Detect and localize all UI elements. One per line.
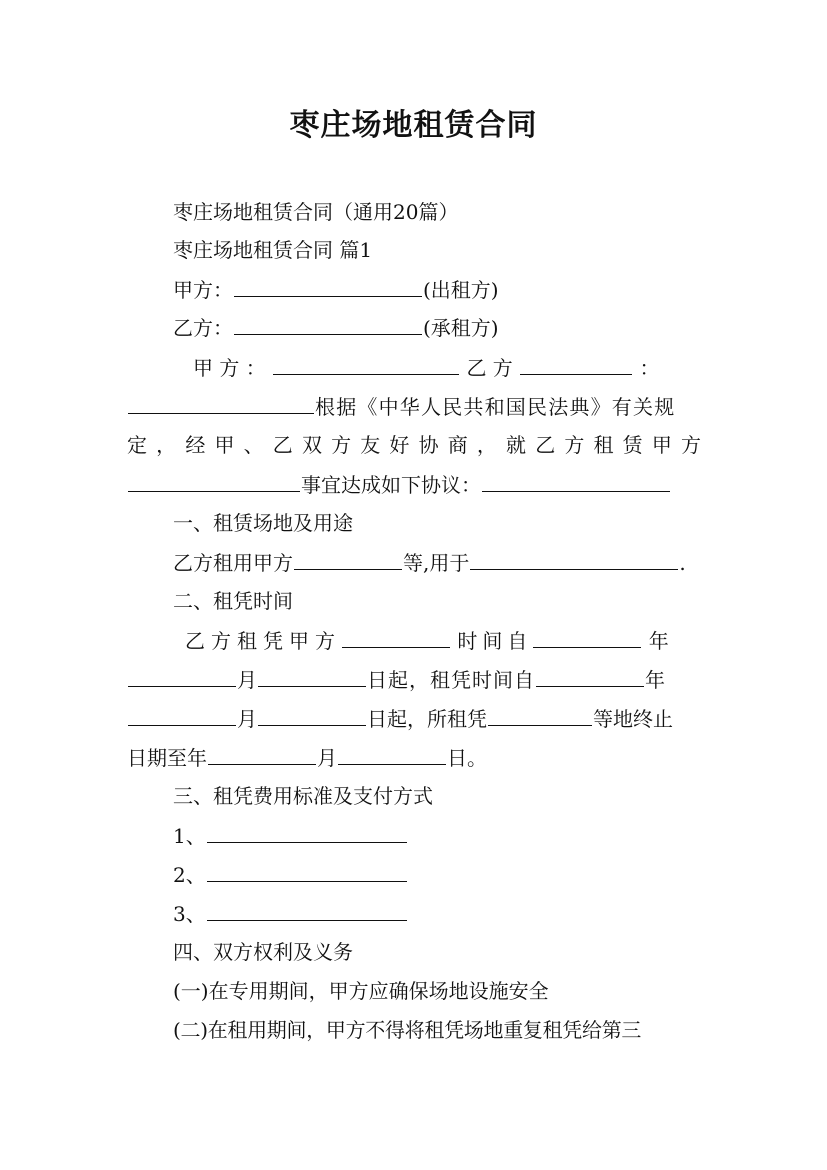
paragraph-text: 时间自: [457, 629, 533, 653]
section-heading-text: 三、租凭费用标准及支付方式: [173, 784, 433, 808]
blank: [470, 546, 678, 570]
section-heading: [127, 507, 747, 539]
party-b-role: (承租方): [423, 316, 499, 340]
party-b-label: 乙方：: [173, 316, 233, 340]
paragraph-line: [127, 975, 747, 1007]
blank: [258, 702, 366, 726]
blank: [258, 663, 366, 687]
paragraph-text: 乙方租凭甲方: [185, 629, 341, 653]
party-b-line: [127, 311, 747, 343]
blank: [482, 468, 670, 492]
party-a-label: 甲方：: [173, 278, 233, 302]
list-item: [127, 897, 747, 929]
blank: [533, 624, 641, 648]
party-a-label-spaced: 甲 方 ：: [193, 356, 266, 380]
party-a-role: (出租方): [423, 278, 499, 302]
list-item-number: 3、: [173, 902, 206, 926]
paragraph-text: 乙方租用甲方: [173, 551, 293, 575]
colon-text: ：: [639, 356, 660, 380]
paragraph-text: 年: [648, 629, 669, 653]
paragraph-line: [127, 351, 767, 383]
paragraph-line: [127, 741, 701, 773]
section-heading: [127, 936, 747, 968]
paragraph-line: [127, 663, 701, 695]
paragraph-line: [127, 624, 759, 656]
paragraph-line: [127, 429, 701, 461]
blank: [128, 390, 314, 414]
list-item-number: 1、: [173, 824, 206, 848]
paragraph-text: 月: [237, 668, 257, 692]
section-heading-text: 二、租凭时间: [173, 589, 293, 613]
paragraph-text: 日起，租凭时间自: [367, 668, 535, 692]
paragraph-text: 等地终止: [593, 707, 673, 731]
paragraph-text: .: [679, 551, 686, 575]
blank: [207, 858, 407, 882]
paragraph-text: 定，经甲、乙双方友好协商，就乙方租赁甲方: [127, 433, 701, 457]
paragraph-line: [127, 546, 747, 578]
blank: [520, 351, 632, 375]
party-b-label-spaced: 乙 方: [466, 356, 513, 380]
blank: [128, 702, 236, 726]
section-heading: [127, 234, 747, 266]
section-heading-text: 四、双方权利及义务: [173, 940, 353, 964]
paragraph-text: 日期至年: [127, 746, 207, 770]
paragraph-text: (二)在租用期间，甲方不得将租凭场地重复租凭给第三: [173, 1018, 642, 1042]
paragraph-text: 月: [317, 746, 337, 770]
blank: [294, 546, 402, 570]
party-a-blank: [234, 273, 422, 297]
blank: [338, 741, 446, 765]
list-item-number: 2、: [173, 863, 206, 887]
list-item: [127, 819, 747, 851]
page-title: 枣庄场地租赁合同: [289, 108, 538, 143]
paragraph-line: [127, 1014, 747, 1046]
blank: [128, 468, 300, 492]
blank: [208, 741, 316, 765]
paragraph-line: [127, 390, 701, 422]
paragraph-line: [127, 702, 701, 734]
section-heading-text: 枣庄场地租赁合同 篇1: [173, 238, 373, 262]
blank: [488, 702, 592, 726]
paragraph-text: 年: [645, 668, 665, 692]
blank: [273, 351, 459, 375]
blank: [342, 624, 450, 648]
paragraph-text: 事宜达成如下协议：: [301, 473, 481, 497]
paragraph-text: 月: [237, 707, 257, 731]
paragraph-text: 根据《中华人民共和国民法典》有关规: [315, 395, 676, 419]
section-heading-text: 一、租赁场地及用途: [173, 511, 353, 535]
section-heading: [127, 780, 747, 812]
paragraph-text: 日。: [447, 746, 487, 770]
subtitle-text: 枣庄场地租赁合同（通用20篇）: [173, 200, 459, 224]
paragraph-text: 等,用于: [403, 551, 470, 575]
paragraph-text: 日起，所租凭: [367, 707, 487, 731]
paragraph-line: [127, 468, 701, 500]
subtitle-line: [127, 196, 747, 228]
paragraph-text: (一)在专用期间，甲方应确保场地设施安全: [173, 979, 549, 1003]
section-heading: [127, 585, 747, 617]
blank: [128, 663, 236, 687]
blank: [207, 819, 407, 843]
party-a-line: [127, 273, 747, 305]
blank: [536, 663, 644, 687]
party-b-blank: [234, 311, 422, 335]
blank: [207, 897, 407, 921]
list-item: [127, 858, 747, 890]
